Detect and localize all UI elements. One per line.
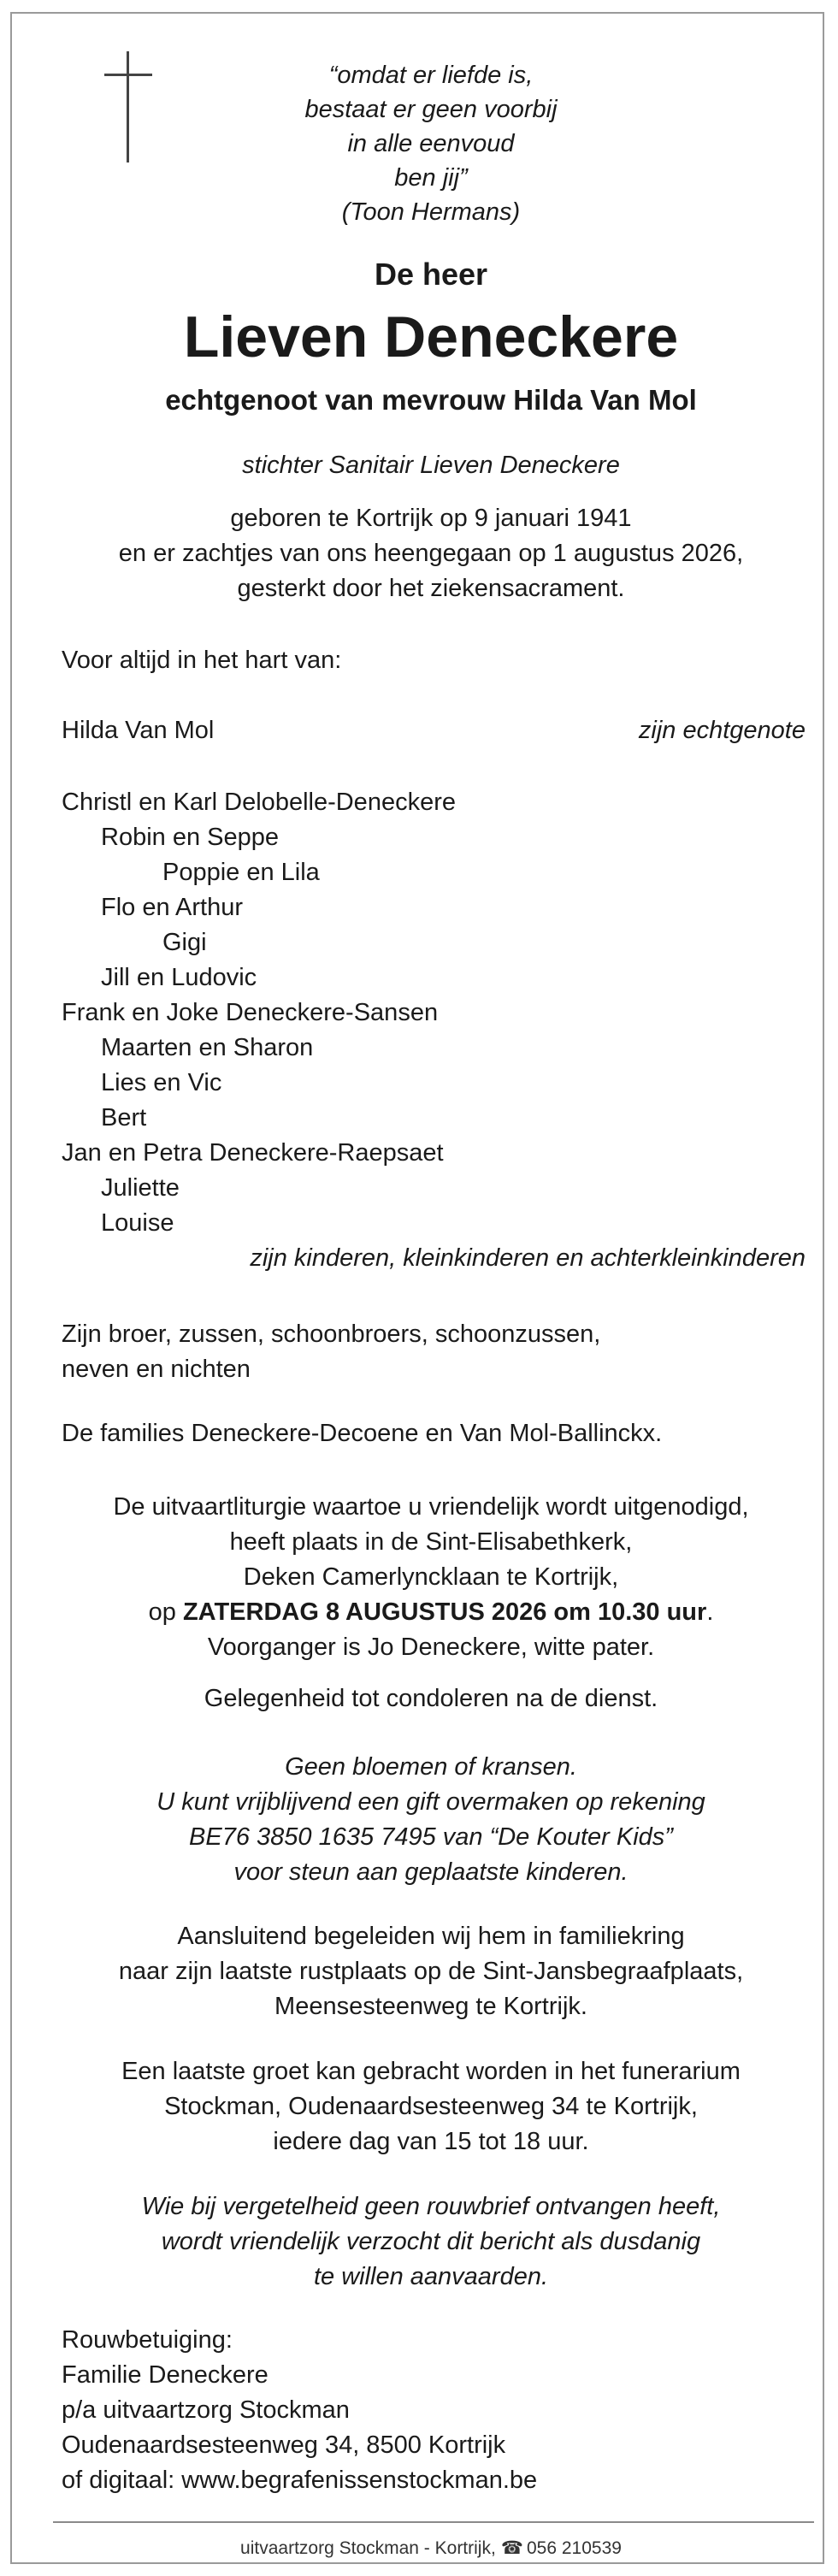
quote-line: bestaat er geen voorbij [304,96,558,123]
list-item: Gigi [162,929,207,956]
families-line: De families Deneckere-Decoene en Van Mol-Ballinckx. [62,1420,663,1447]
siblings [62,1317,806,1387]
funeral-info [46,1490,816,1665]
condolence-line: Gelegenheid tot condoleren na de dienst. [204,1685,658,1712]
website-line: of digitaal: www.begrafenissenstockman.be [62,2467,538,2494]
obituary-card [10,12,824,2564]
birth-death-info [46,501,816,606]
address-line: p/a uitvaartzorg Stockman [62,2396,350,2424]
list-item: Maarten en Sharon [101,1034,314,1061]
list-item: Jan en Petra Deneckere-Raepsaet [62,1139,444,1167]
footer-divider [53,2521,814,2523]
deceased-name: Lieven Deneckere [183,304,679,369]
funeral-date-line: op ZATERDAG 8 AUGUSTUS 2026 om 10.30 uur. [148,1598,714,1626]
birth-line: geboren te Kortrijk op 9 januari 1941 [230,505,632,532]
footer-phone: 056 210539 [526,2538,622,2558]
poem-quote [226,58,636,229]
list-item: Poppie en Lila [162,859,320,886]
quote-author: (Toon Hermans) [341,198,521,226]
family-role: zijn kinderen, kleinkinderen en achterkleinkinderen [250,1244,806,1272]
siblings-line: Zijn broer, zussen, schoonbroers, schoonzussen, [62,1320,601,1348]
salutation: De heer [374,257,488,292]
quote-line: “omdat er liefde is, [328,62,534,89]
notice-line: te willen aanvaarden. [313,2263,549,2290]
flowers-line: Geen bloemen of kransen. [285,1753,577,1781]
list-item: Louise [101,1209,174,1237]
notice-info [46,2189,816,2295]
founder-line: stichter Sanitair Lieven Deneckere [242,452,620,479]
funeral-line: Deken Camerlyncklaan te Kortrijk, [243,1563,619,1591]
spouse-line: echtgenoot van mevrouw Hilda Van Mol [165,384,697,416]
greeting-line: Een laatste groet kan gebracht worden in het funerarium [121,2058,741,2085]
footer [46,2537,816,2561]
list-item: Bert [101,1104,147,1131]
address-line: Rouwbetuiging: [62,2326,233,2354]
phone-icon: ☎ [500,2538,523,2558]
burial-line: Meensesteenweg te Kortrijk. [274,1993,587,2020]
list-item: Robin en Seppe [101,824,279,851]
sacrament-line: gesterkt door het ziekensacrament. [237,575,625,602]
funeral-line: heeft plaats in de Sint-Elisabethkerk, [229,1528,633,1556]
cross-icon [104,51,152,162]
list-item: Christl en Karl Delobelle-Deneckere [62,789,456,816]
bank-account: BE76 3850 1635 7495 van “De Kouter Kids” [189,1823,673,1851]
greeting-line: Stockman, Oudenaardsesteenweg 34 te Kortrijk, [164,2093,698,2120]
burial-info [46,1919,816,2024]
footer-text: uitvaartzorg Stockman - Kortrijk, [240,2538,496,2558]
list-item: Frank en Joke Deneckere-Sansen [62,999,439,1026]
greeting-line: iedere dag van 15 tot 18 uur. [273,2128,589,2155]
funeral-line: Voorganger is Jo Deneckere, witte pater. [207,1634,655,1661]
list-item: Jill en Ludovic [101,964,257,991]
death-line: en er zachtjes van ons heengegaan op 1 augustus 2026, [118,540,744,567]
notice-line: wordt vriendelijk verzocht dit bericht als dusdanig [161,2228,701,2255]
siblings-line: neven en nichten [62,1356,251,1383]
address-line: Oudenaardsesteenweg 34, 8500 Kortrijk [62,2431,506,2459]
funeral-line: De uitvaartliturgie waartoe u vriendelijk wordt uitgenodigd, [113,1493,749,1521]
spouse-name: Hilda Van Mol [62,717,215,744]
list-item: Juliette [101,1174,180,1202]
quote-line: ben jij” [394,164,468,192]
greeting-info [46,2054,816,2159]
spouse-role: zijn echtgenote [638,717,806,744]
flowers-line: voor steun aan geplaatste kinderen. [233,1858,628,1886]
funeral-date: ZATERDAG 8 AUGUSTUS 2026 om 10.30 uur [182,1598,707,1626]
flowers-line: U kunt vrijblijvend een gift overmaken op rekening [156,1788,705,1816]
family-list [62,785,806,1276]
address-block [62,2323,806,2498]
notice-line: Wie bij vergetelheid geen rouwbrief ontvangen heeft, [141,2193,721,2220]
quote-line: in alle eenvoud [347,130,515,157]
forever-intro: Voor altijd in het hart van: [62,647,342,674]
address-line: Familie Deneckere [62,2361,269,2389]
flowers-info [46,1750,816,1890]
spouse-row [62,713,806,748]
burial-line: naar zijn laatste rustplaats op de Sint-Jansbegraafplaats, [118,1958,744,1985]
list-item: Flo en Arthur [101,894,244,921]
list-item: Lies en Vic [101,1069,222,1096]
burial-line: Aansluitend begeleiden wij hem in familiekring [177,1923,685,1950]
